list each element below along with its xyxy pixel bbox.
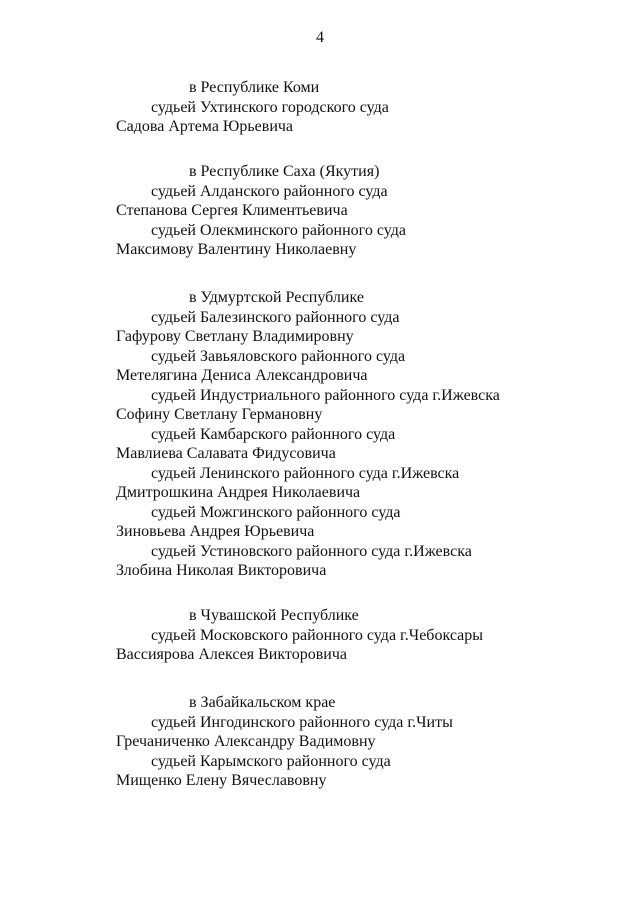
region-section-zabaikalsky xyxy=(0,693,640,791)
judge-name: Степанова Сергея Климентьевича xyxy=(116,202,348,219)
region-heading: в Республике Саха (Якутия) xyxy=(189,163,380,180)
court-line: судьей Карымского районного суда xyxy=(151,752,391,770)
region-section-chuvashia xyxy=(0,606,640,665)
judge-name: Софину Светлану Германовну xyxy=(116,406,323,423)
court-line: судьей Олекминского районного суда xyxy=(151,221,406,239)
judge-name: Гафурову Светлану Владимировну xyxy=(116,328,354,345)
judge-name: Садова Артема Юрьевича xyxy=(116,118,294,135)
judge-name: Метелягина Дениса Александровича xyxy=(116,367,368,384)
court-line: судьей Ленинского районного суда г.Ижевска xyxy=(151,464,460,482)
court-line: судьей Московского районного суда г.Чебоксары xyxy=(151,626,483,644)
judge-name: Гречаниченко Александру Вадимовну xyxy=(116,733,376,750)
judge-name: Дмитрошкина Андрея Николаевича xyxy=(116,484,361,501)
court-line: судьей Ухтинского городского суда xyxy=(151,98,389,116)
court-line: судьей Завьяловского районного суда xyxy=(151,347,406,365)
region-heading: в Забайкальском крае xyxy=(189,694,336,711)
region-section-udmurtia xyxy=(0,288,640,581)
judge-name: Злобина Николая Викторовича xyxy=(116,562,327,579)
region-heading: в Чувашской Республике xyxy=(189,607,359,624)
court-line: судьей Балезинского районного суда xyxy=(151,308,400,326)
judge-name: Вассиярова Алексея Викторовича xyxy=(116,646,347,663)
court-line: судьей Можгинского районного суда xyxy=(151,503,401,521)
court-line: судьей Устиновского районного суда г.Ижевска xyxy=(151,542,472,560)
region-section-komi xyxy=(0,78,640,137)
court-line: судьей Камбарского районного суда xyxy=(151,425,396,443)
judge-name: Максимову Валентину Николаевну xyxy=(116,241,357,258)
region-heading: в Удмуртской Республике xyxy=(189,289,364,306)
court-line: судьей Индустриального районного суда г.Ижевска xyxy=(151,386,500,404)
court-line: судьей Алданского районного суда xyxy=(151,182,388,200)
judge-name: Зиновьева Андрея Юрьевича xyxy=(116,523,315,540)
region-heading: в Республике Коми xyxy=(189,79,320,96)
region-section-sakha xyxy=(0,162,640,260)
court-line: судьей Ингодинского районного суда г.Читы xyxy=(151,713,453,731)
judge-name: Мавлиева Салавата Фидусовича xyxy=(116,445,336,462)
page-number: 4 xyxy=(316,29,324,46)
judge-name: Мищенко Елену Вячеславовну xyxy=(116,772,327,789)
